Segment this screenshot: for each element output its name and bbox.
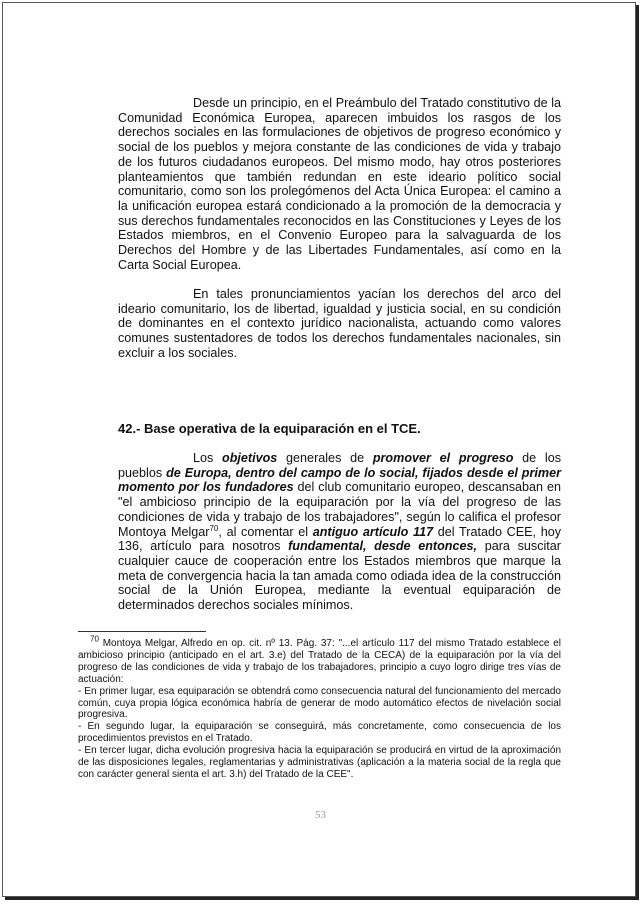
footnote — [78, 634, 561, 781]
footnote-number: 70 — [90, 634, 99, 644]
text-run: de los pueblos — [118, 451, 562, 480]
footnote-separator — [78, 631, 206, 632]
emphasis-run: antiguo artículo 117 — [312, 524, 434, 539]
footnote-line-2: - En primer lugar, esa equiparación se obtendrá como consecuencia natural del funcionamiento del mercado común, cuya propia lógica económica habría de generar de modo automático efectos de nivelación social progresiva. — [78, 685, 561, 721]
text-run: , al comentar el — [218, 524, 313, 539]
emphasis-run: de Europa, dentro del campo de lo social, fijados desde el primer momento por los fundadores — [118, 465, 561, 495]
emphasis-run: objetivos — [222, 451, 278, 465]
footnote-line-3: - En segundo lugar, la equiparación se conseguirá, más concretamente, como consecuencia de los procedimientos previstos en el Tratado. — [78, 721, 561, 745]
text-run: generales de — [277, 451, 373, 465]
paragraph-pronouncements — [118, 287, 561, 361]
emphasis-run: promover el progreso — [372, 451, 514, 465]
emphasis-run: fundamental, desde entonces, — [288, 539, 478, 554]
section-heading: 42.- Base operativa de la equiparación en el TCE. — [118, 421, 421, 436]
text-run: del club comunitario europeo, descansaban en "el ambicioso principio de la equiparación por la vía del progreso de las condiciones de vida y trabajo de los trabajadores", según lo califica el profesor Montoya Melgar — [118, 480, 561, 539]
paragraph-1: Desde un principio, en el Preámbulo del Tratado constitutivo de la Comunidad Económica Europea, aparecen imbuidos los rasgos de los derechos sociales en las formulaciones de objetivos de progreso económico y social de los pueblos y mejora constante de las condiciones de vida y trabajo de los futuros ciudadanos europeos. Del mismo modo, hay otros posteriores planteamientos que también redundan en este ideario político social comunitario, como son los prolegómenos del Acta Única Europea: el camino a la unificación europea estará condicionado a la promoción de la democracia y sus derechos fundamentales reconocidos en las Constituciones y Leyes de los Estados miembros, en el Convenio Europeo para la salvaguarda de los Derechos del Hombre y de las Libertades Fundamentales, así como en la Carta Social Europea. — [118, 96, 561, 272]
footnote-reference[interactable]: 70 — [209, 523, 219, 533]
page-number: 53 — [315, 809, 326, 821]
paragraph-preamble — [118, 96, 561, 272]
paragraph-2: En tales pronunciamientos yacían los derechos del arco del ideario comunitario, los de libertad, igualdad y justicia social, en su condición de dominantes en el contexto jurídico nacionalista, actuando como valores comunes sustentadores de todos los derechos fundamentales nacionales, sin excluir a los sociales. — [118, 287, 561, 360]
footnote-text: Montoya Melgar, Alfredo en op. cit. nº 13. Pág. 37: "...el artículo 117 del mismo Tratado establece el ambicioso principio (anticipado en el art. 3.e) del Tratado de la CECA) de la equiparación por la vía del progreso de las condiciones de vida y trabajo de los trabajadores, principio a cuyo logro dirige tres vías de actuación: — [78, 638, 561, 685]
footnote-line-4: - En tercer lugar, dicha evolución progresiva hacia la equiparación se producirá en virtud de la aproximación de las disposiciones legales, reglamentarias y administrativas (aplicación a la materia social de la regla que con carácter general sienta el art. 3.h) del Tratado de la CEE". — [78, 745, 561, 780]
footnote-line-1 — [78, 634, 561, 686]
text-run: para suscitar cualquier cauce de cooperación entre los Estados miembros que marque la meta de convergencia hacia la tan amada como odiada idea de la construcción social de la Unión Europea, mediante la eventual equiparación de determinados derechos sociales mínimos. — [118, 539, 561, 613]
paragraph-objectives — [118, 451, 561, 613]
text-run: Los — [193, 451, 223, 465]
text-run: del Tratado CEE, hoy 136, artículo para nosotros — [118, 524, 562, 554]
paragraph-3 — [118, 451, 561, 613]
